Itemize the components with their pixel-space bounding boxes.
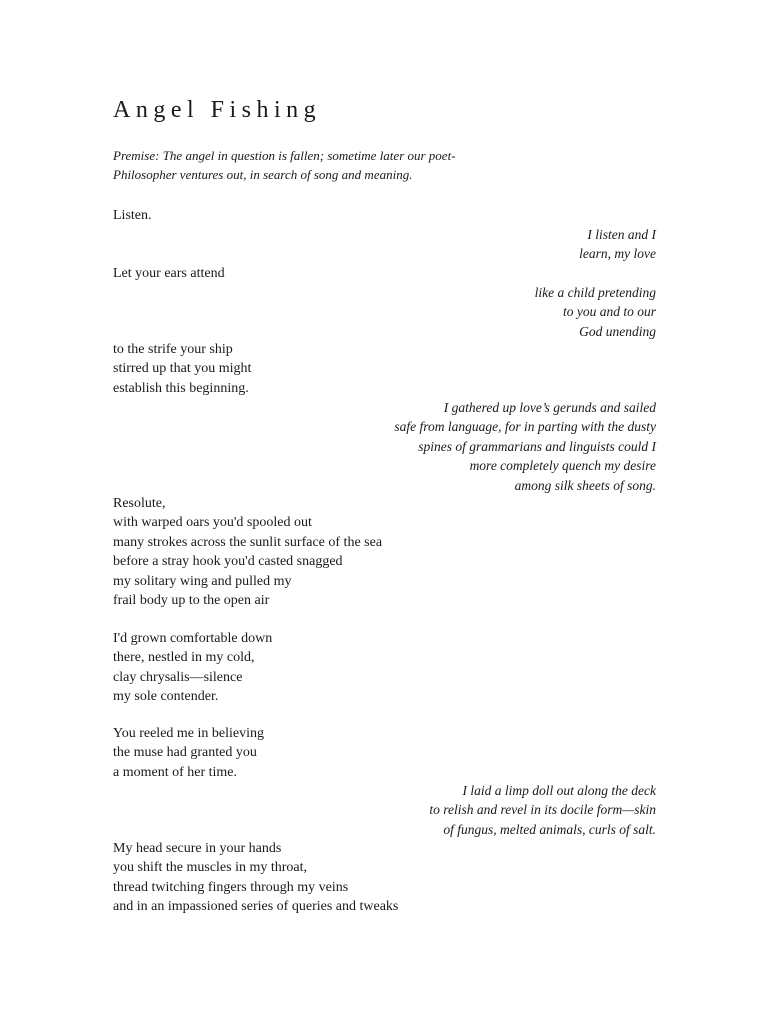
premise-line: Premise: The angel in question is fallen; sometime later our poet-: [113, 148, 456, 163]
reply-line: of fungus, melted animals, curls of salt.: [443, 821, 656, 837]
reply-line: I laid a limp doll out along the deck: [462, 783, 656, 798]
reply-stanza: [113, 398, 656, 495]
poem-line: my sole contender.: [113, 689, 219, 705]
poem-line: you shift the muscles in my throat,: [113, 860, 308, 876]
poem-line: Resolute,: [113, 496, 166, 511]
poem-line: stirred up that you might: [113, 361, 252, 377]
stanza-comfortable: [113, 629, 656, 707]
stanza-reeled: [113, 724, 656, 782]
reply-line: like a child pretending: [534, 285, 656, 300]
poem-line: Listen.: [113, 208, 152, 223]
stanza-ears: [113, 264, 656, 283]
poem-line: the muse had granted you: [113, 745, 257, 761]
poem-line: clay chrysalis—silence: [113, 669, 243, 685]
reply-line: learn, my love: [579, 246, 656, 262]
poem-title: Angel Fishing: [113, 97, 322, 123]
poem-line: and in an impassioned series of queries and tweaks: [113, 899, 399, 915]
reply-stanza: [113, 781, 656, 839]
poem-line: thread twitching fingers through my veins: [113, 879, 349, 895]
premise-note: [113, 146, 656, 184]
stanza-resolute: [113, 494, 656, 610]
poem-line: a moment of her time.: [113, 764, 238, 780]
reply-line: safe from language, for in parting with the dusty: [394, 419, 656, 435]
stanza-head-secure: [113, 839, 656, 917]
poem-line: there, nestled in my cold,: [113, 650, 255, 666]
reply-line: to relish and revel in its docile form—skin: [429, 802, 656, 818]
poem-line: establish this beginning.: [113, 380, 249, 396]
poem-line: frail body up to the open air: [113, 593, 270, 609]
reply-stanza: [113, 283, 656, 341]
stanza-strife: [113, 340, 656, 398]
reply-line: I gathered up love’s gerunds and sailed: [443, 400, 656, 415]
poem-line: my solitary wing and pulled my: [113, 573, 292, 589]
poem-line: I'd grown comfortable down: [113, 631, 273, 646]
stanza-listen: [113, 206, 656, 225]
poem-line: to the strife your ship: [113, 342, 233, 357]
poem-line: You reeled me in believing: [113, 726, 264, 741]
poem-line: before a stray hook you'd casted snagged: [113, 554, 343, 570]
reply-line: more completely quench my desire: [469, 458, 656, 474]
reply-line: to you and to our: [563, 304, 656, 320]
reply-line: I listen and I: [587, 227, 656, 242]
reply-line: God unending: [579, 323, 656, 339]
poem-line: with warped oars you'd spooled out: [113, 515, 312, 531]
reply-line: spines of grammarians and linguists could I: [418, 438, 656, 454]
poem-line: Let your ears attend: [113, 266, 225, 281]
reply-line: among silk sheets of song.: [514, 477, 656, 493]
premise-line: Philosopher ventures out, in search of song and meaning.: [113, 167, 413, 182]
poem-line: many strokes across the sunlit surface of the sea: [113, 534, 383, 550]
reply-stanza: [113, 225, 656, 264]
poem-line: My head secure in your hands: [113, 841, 282, 856]
